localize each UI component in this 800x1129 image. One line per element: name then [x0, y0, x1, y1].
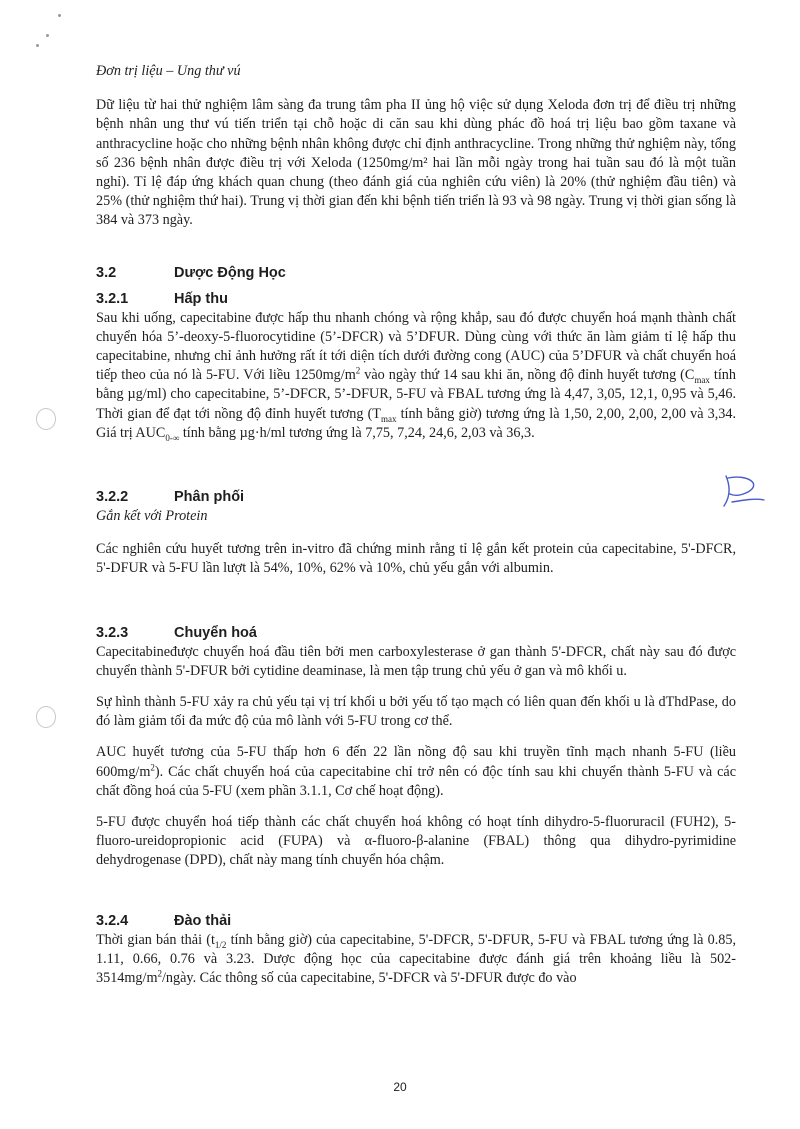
section-number: 3.2.1 — [96, 290, 129, 307]
subscript: max — [694, 375, 710, 386]
text-run: tính bằng µg·h/ml tương ứng là 7,75, 7,24, 24,6, 2,03 và 36,3. — [179, 424, 535, 441]
superscript: 2 — [157, 968, 162, 979]
section-title: Dược Động Học — [174, 264, 286, 281]
text-run: /ngày. Các thông số của capecitabine, 5'-DFCR và 5'-DFUR được đo vào — [161, 970, 577, 987]
section-number: 3.2.3 — [96, 624, 129, 641]
text-run: vào ngày thứ 14 sau khi ăn, nồng độ đỉnh huyết tương (C — [360, 367, 695, 384]
section-heading — [96, 265, 736, 281]
subsection-subtitle: Gắn kết với Protein — [96, 508, 208, 525]
paragraph — [96, 743, 736, 801]
section-title: Phân phối — [174, 489, 245, 506]
paragraph: Dữ liệu từ hai thử nghiệm lâm sàng đa trung tâm pha II ủng hộ việc sử dụng Xeloda đơn trị để điều trị những bệnh nhân ung thư vú tiến triển tại chỗ hoặc di căn sau khi dùng phác đồ hoá trị liệu bao gồm taxane và anthracycline hoặc cho những bệnh nhân không được chỉ định anthracycline. Trong những thử nghiệm này, tổng số 236 bệnh nhân được điều trị với Xeloda (1250mg/m² hai lần mỗi ngày trong hai tuần sau đó là một tuần nghỉ). Tỉ lệ đáp ứng khách quan chung (theo đánh giá của nghiên cứu viên) là 20% (thử nghiệm đầu tiên) và 25% (thử nghiệm thứ hai). Trung vị thời gian đến khi bệnh tiến triển là 93 và 98 ngày. Trung vị thời gian sống là 384 và 373 ngày. — [96, 97, 736, 229]
section-title: Hấp thu — [174, 290, 228, 307]
section-heading — [96, 913, 736, 929]
paragraph: Các nghiên cứu huyết tương trên in-vitro đã chứng minh rằng tỉ lệ gắn kết protein của capecitabine, 5'-DFCR, 5'-DFUR và 5-FU lần lượt là 54%, 10%, 62% và 10%, chủ yếu gắn với albumin. — [96, 541, 736, 577]
section-heading — [96, 291, 736, 307]
superscript: 2 — [355, 365, 361, 376]
text-run: tính bằng µg/ml) cho capecitabine, 5’-DFCR, 5’-DFUR, 5-FU và FBAL tương ứng là 4,47, 3,05, 12,1, 0,95 và 5,46. Thời gian để đạt tới nồng độ đỉnh huyết tương (T — [96, 367, 736, 422]
subscript: 1/2 — [214, 939, 227, 950]
punch-hole — [36, 408, 56, 430]
section-heading — [96, 625, 736, 641]
text-run: tính bằng giờ) tương ứng là 1,50, 2,00, 2,00, 2,00 và 3,34. Giá trị AUC — [96, 405, 736, 441]
text-run: Sau khi uống, capecitabine được hấp thu nhanh chóng và rộng khắp, sau đó được chuyển hoá mạnh thành chất chuyển hóa 5’-deoxy-5-fluorocytidine (5’-DFCR) và 5’DFUR. Dùng cùng với thức ăn làm giảm tỉ lệ hấp thu capecitabine, nhưng chỉ ảnh hưởng rất ít tới diện tích dưới đường cong (AUC) của 5’DFUR và chất chuyển hoá tiếp theo của nó là 5-FU. Với liều 1250mg/m — [96, 309, 736, 384]
document-body — [96, 62, 736, 988]
section-heading — [96, 489, 736, 505]
text-run: tính bằng giờ) của capecitabine, 5'-DFCR, 5'-DFUR, 5-FU và FBAL tương ứng là 0.85, 1.11, 0.66, 0.76 và 3.23. Dược động học của capecitabine được đánh giá trên khoảng liều là 502-3514mg/m — [96, 931, 736, 987]
superscript: 2 — [150, 761, 155, 772]
scan-speck — [36, 44, 39, 47]
punch-hole — [36, 706, 56, 728]
section-number: 3.2 — [96, 264, 117, 281]
paragraph: Sự hình thành 5-FU xảy ra chủ yếu tại vị trí khối u bởi yếu tố tạo mạch có liên quan đến khối u là dThdPase, do đó làm giảm tối đa mức độ của mô lành với 5-FU trong cơ thể. — [96, 694, 736, 730]
section-number: 3.2.2 — [96, 489, 129, 506]
paragraph: 5-FU được chuyển hoá tiếp thành các chất chuyển hoá không có hoạt tính dihydro-5-fluoruracil (FUH2), 5-fluoro-ureidopropionic acid (FUPA) và α-fluoro-β-alanine (FBAL) thông qua dihydro-pyrimidine dehydrogenase (DPD), chất này mang tính chuyển hóa chậm. — [96, 814, 736, 869]
subscript: max — [380, 413, 397, 424]
section-number: 3.2.4 — [96, 912, 129, 929]
section-subtitle: Đơn trị liệu – Ung thư vú — [96, 63, 241, 79]
subscript: 0-∞ — [165, 432, 180, 443]
paragraph — [96, 309, 736, 443]
scan-speck — [46, 34, 49, 37]
text-run: AUC huyết tương của 5-FU thấp hơn 6 đến 22 lần nồng độ sau khi truyền tĩnh mạch nhanh 5-FU (liều 600mg/m — [96, 744, 736, 780]
text-run: ). Các chất chuyển hoá của capecitabine chỉ trở nên có độc tính sau khi chuyển thành 5-FU và các chất đồng hoá của 5-FU (xem phần 3.1.1, Cơ chế hoạt động). — [96, 763, 736, 799]
section-title: Chuyển hoá — [174, 624, 257, 641]
section-title: Đào thải — [174, 912, 232, 929]
page-number: 20 — [393, 1080, 407, 1094]
text-run: Thời gian bán thải (t — [96, 931, 215, 948]
paragraph: Capecitabineđược chuyển hoá đầu tiên bởi men carboxylesterase ở gan thành 5'-DFCR, chất này sau đó được chuyển thành 5'-DFUR bởi cytidine deaminase, là men tập trung chủ yếu ở gan và mô khối u. — [96, 643, 736, 679]
scan-speck — [58, 14, 61, 17]
paragraph — [96, 931, 736, 989]
